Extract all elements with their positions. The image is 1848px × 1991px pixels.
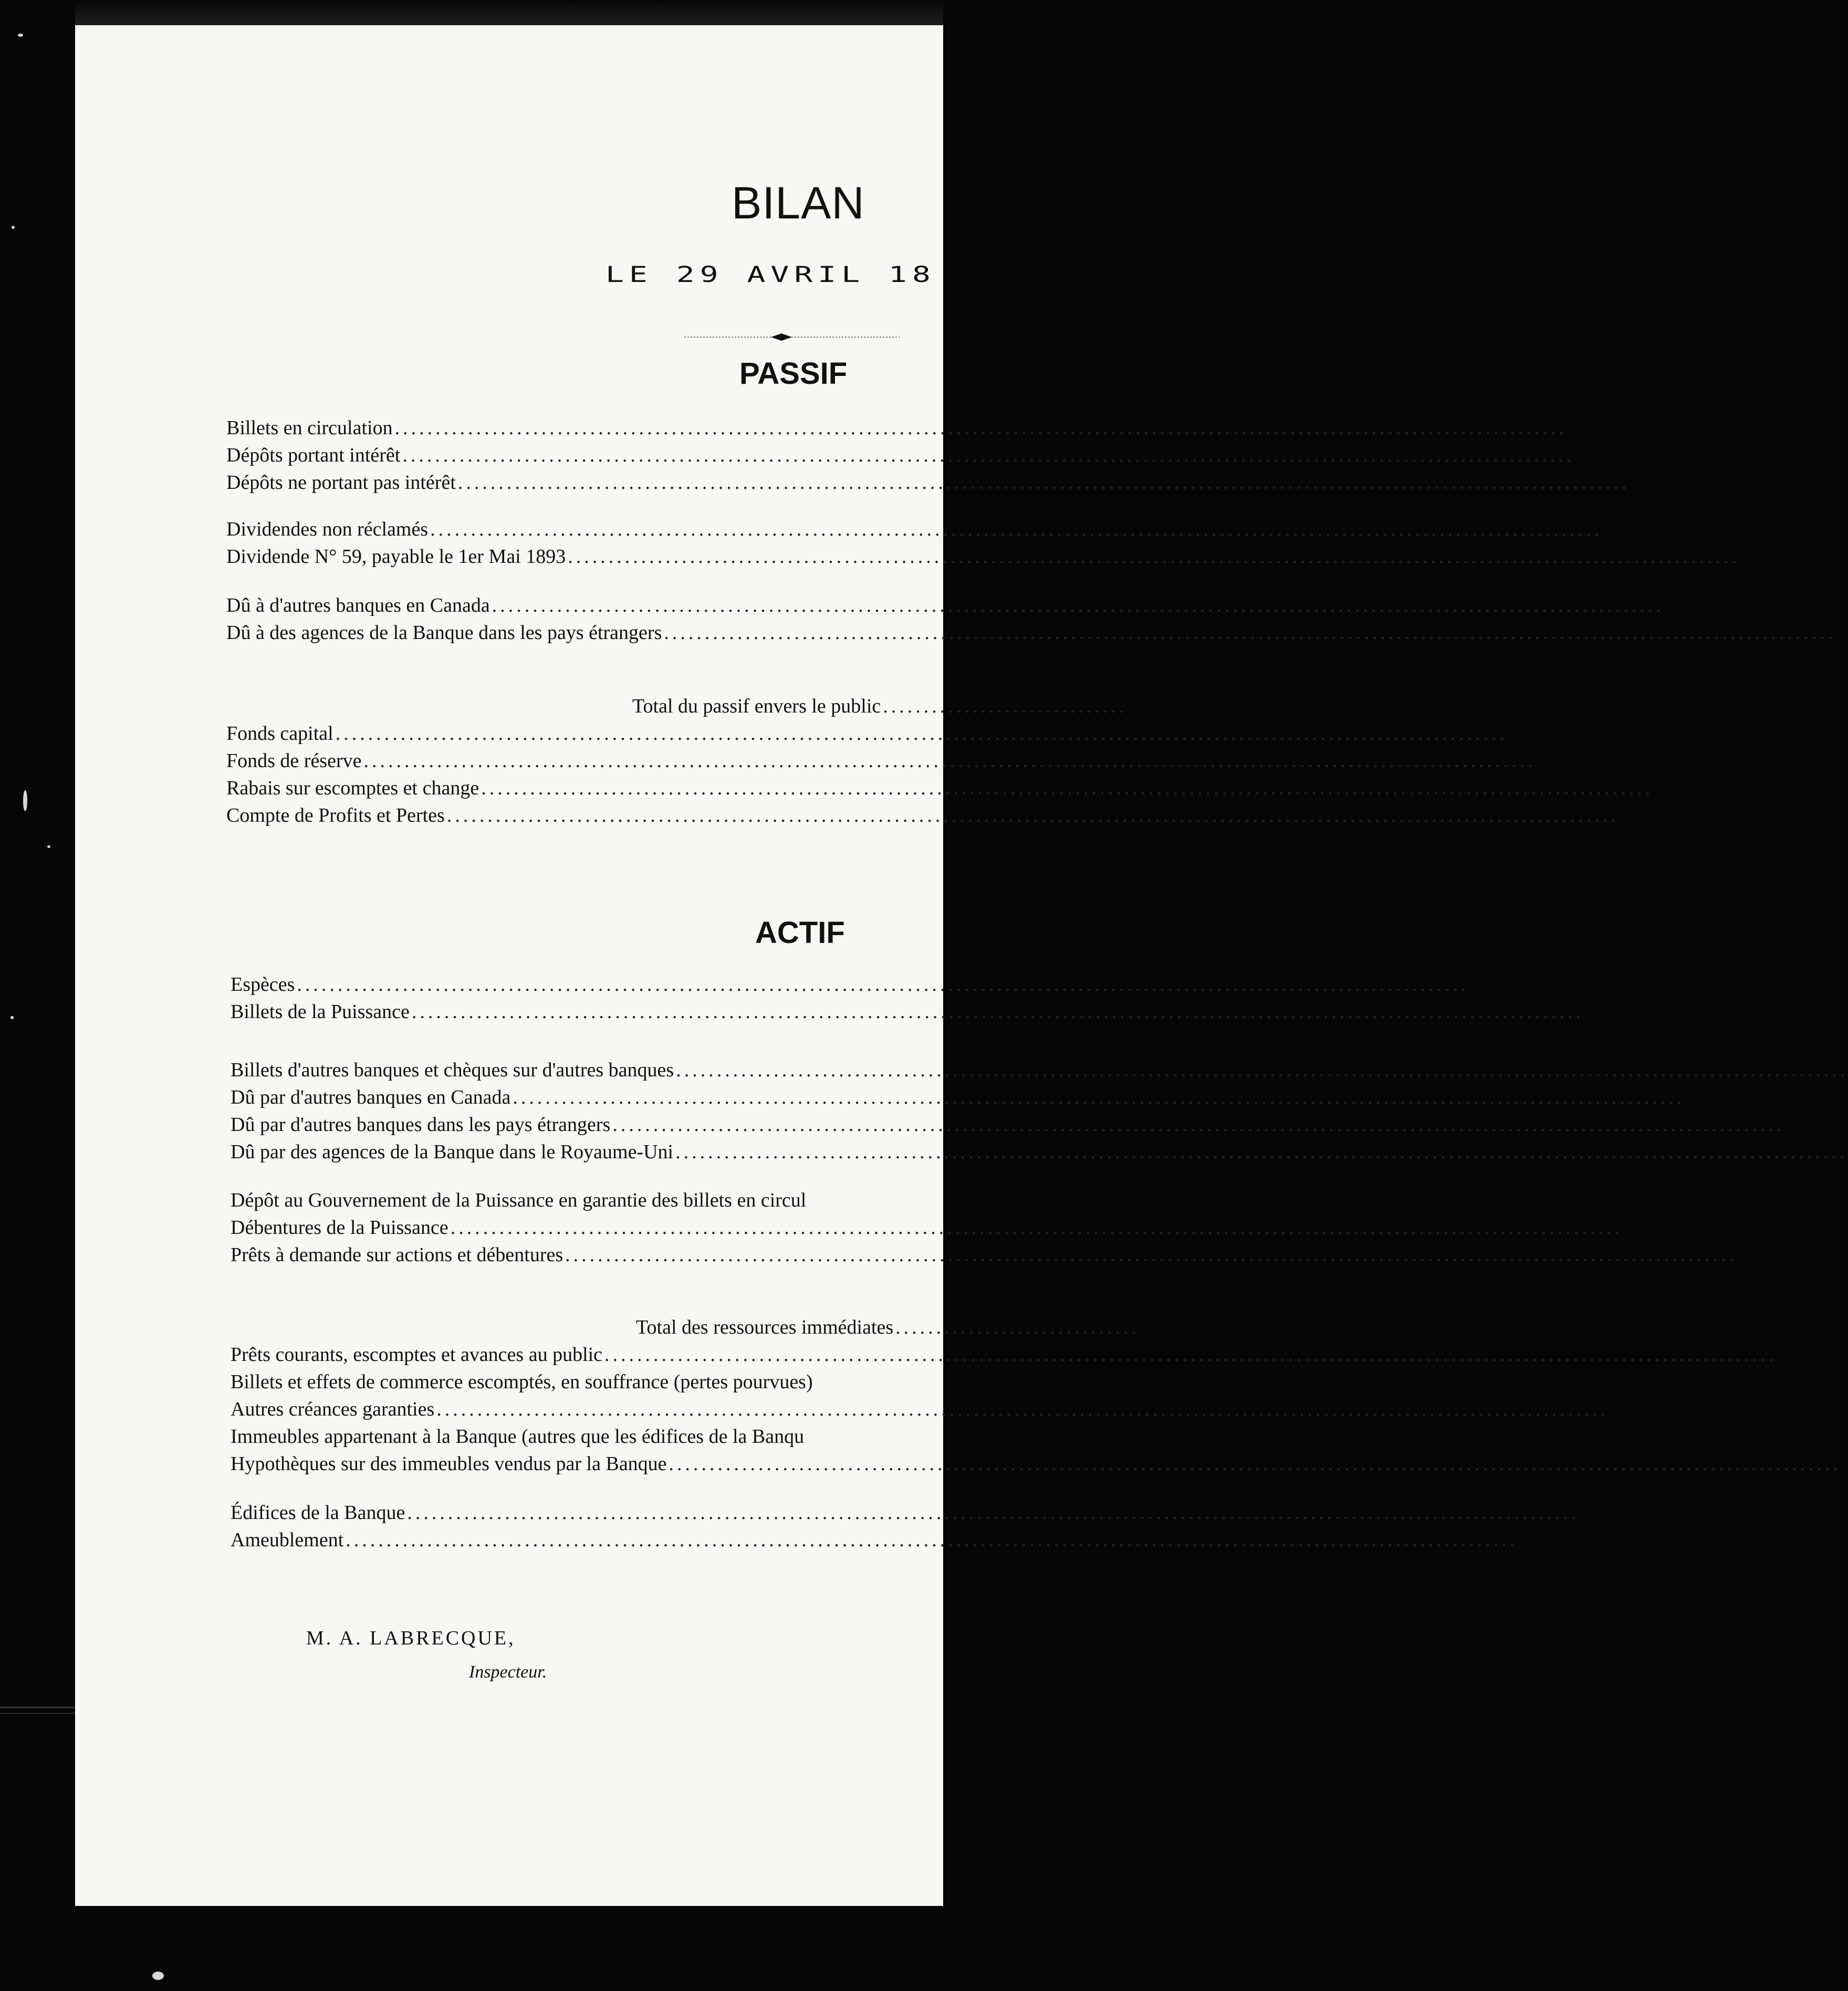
ledger-row xyxy=(231,1057,1848,1083)
ledger-row-label: Dû par des agences de la Banque dans le Royaume-Uni xyxy=(231,1141,674,1163)
ledger-row-label: Ameublement xyxy=(231,1529,344,1551)
ledger-row-label: Billets de la Puissance xyxy=(231,1001,410,1023)
leader-dots: ................................................................................................................................................ xyxy=(450,1217,1623,1239)
ornament-divider xyxy=(684,332,900,342)
ledger-row xyxy=(231,1139,1848,1165)
leader-dots: ................................................................................................................................................ xyxy=(346,1529,1518,1551)
ledger-row xyxy=(231,1084,1685,1110)
ledger-row-label: Débentures de la Puissance xyxy=(231,1217,448,1239)
scan-speck xyxy=(11,1016,14,1019)
ledger-row xyxy=(231,1242,1738,1268)
signatory-role: Inspecteur. xyxy=(469,1662,547,1682)
ledger-row-label: Fonds capital xyxy=(226,722,333,745)
film-frame-line xyxy=(0,1713,75,1714)
leader-dots: ................................................................................................................................................ xyxy=(402,444,1575,466)
ledger-row xyxy=(231,1342,1777,1368)
leader-dots: .............................. xyxy=(895,1316,1140,1338)
ledger-row xyxy=(226,543,1740,570)
leader-dots: ................................................................................................................................................ xyxy=(568,546,1740,568)
document-date: LE 29 AVRIL 18 xyxy=(605,261,936,287)
leader-dots: ................................................................................................................................................ xyxy=(297,973,1469,996)
leader-dots: ................................................................................................................................................ xyxy=(394,417,1567,439)
film-frame-line xyxy=(0,1706,75,1709)
ledger-row xyxy=(231,1527,1518,1553)
ledger-row xyxy=(226,748,1536,774)
ledger-row-label: Dû à d'autres banques en Canada xyxy=(226,594,490,616)
leader-dots: ................................................................................................................................................ xyxy=(335,722,1508,745)
ledger-row xyxy=(226,415,1567,441)
leader-dots: ................................................................................................................................................ xyxy=(664,622,1836,644)
leader-dots: ................................................................................................................................................ xyxy=(676,1059,1848,1081)
ledger-row-label: Dividende N° 59, payable le 1er Mai 1893 xyxy=(226,546,566,568)
leader-dots: ................................................................................................................................................ xyxy=(446,804,1619,826)
ledger-row-label: Rabais sur escomptes et change xyxy=(226,777,479,799)
leader-dots: ................................................................................................................................................ xyxy=(604,1344,1777,1366)
leader-dots: ................................................................................................................................................ xyxy=(492,594,1664,616)
ledger-row-label: Dépôts portant intérêt xyxy=(226,444,401,466)
ledger-row xyxy=(231,1369,943,1395)
leader-dots: ................................................................................................................................................ xyxy=(513,1086,1685,1108)
section-heading-actif: ACTIF xyxy=(755,916,845,950)
ledger-row xyxy=(231,999,1584,1025)
ledger-row xyxy=(226,775,1654,801)
scan-speck xyxy=(23,790,27,811)
ledger-row xyxy=(226,592,1664,619)
ledger-row xyxy=(226,620,1836,646)
ledger-row-label: Espèces xyxy=(231,973,295,996)
leader-dots: ................................................................................................................................................ xyxy=(436,1398,1609,1420)
ledger-row-label: Billets et effets de commerce escomptés, en souffrance (pertes pourvues) xyxy=(231,1371,813,1393)
ledger-row-label: Prêts à demande sur actions et débentures xyxy=(231,1244,563,1266)
ledger-row xyxy=(231,1396,1609,1422)
document-title: BILAN xyxy=(732,178,865,228)
ledger-row-label: Autres créances garanties xyxy=(231,1398,435,1420)
ledger-row xyxy=(231,1451,1841,1477)
signatory-name: M. A. LABRECQUE, xyxy=(306,1627,516,1649)
ledger-row-label: Dépôts ne portant pas intérêt xyxy=(226,471,456,494)
leader-dots: ................................................................................................................................................ xyxy=(411,1001,1584,1023)
section-heading-passif: PASSIF xyxy=(739,357,848,391)
page-top-edge xyxy=(75,0,943,25)
ledger-row xyxy=(226,720,1508,747)
ledger-row-label: Immeubles appartenant à la Banque (autres que les édifices de la Banqu xyxy=(231,1426,805,1448)
leader-dots: ................................................................................................................................................ xyxy=(612,1114,1785,1136)
ledger-row xyxy=(231,971,1469,998)
ledger-row-label: Prêts courants, escomptes et avances au public xyxy=(231,1344,603,1366)
scan-speck xyxy=(18,34,23,37)
scan-speck xyxy=(12,226,15,229)
scan-speck xyxy=(47,845,50,848)
leader-dots: ................................................................................................................................................ xyxy=(430,518,1603,540)
ledger-row-label: Total des ressources immédiates xyxy=(636,1316,894,1338)
leader-dots: ................................................................................................................................................ xyxy=(457,471,1630,494)
ledger-row-label: Dû par d'autres banques dans les pays étrangers xyxy=(231,1114,611,1136)
leader-dots: ................................................................................................................................................ xyxy=(669,1453,1841,1475)
scan-speck xyxy=(152,1972,164,1980)
leader-dots: ................................................................................................................................................ xyxy=(565,1244,1738,1266)
ledger-row-label: Hypothèques sur des immeubles vendus par la Banque xyxy=(231,1453,667,1475)
ledger-row xyxy=(231,1112,1785,1138)
ledger-row-label: Compte de Profits et Pertes xyxy=(226,804,445,826)
ledger-row-label: Dépôt au Gouvernement de la Puissance en garantie des billets en circul xyxy=(231,1189,807,1211)
ledger-row-label: Dû à des agences de la Banque dans les pays étrangers xyxy=(226,622,662,644)
ledger-row-label: Dû par d'autres banques en Canada xyxy=(231,1086,511,1108)
ledger-row-total xyxy=(632,693,1127,719)
document-page xyxy=(75,25,1848,1906)
ledger-row xyxy=(226,516,1603,542)
ledger-row-label: Total du passif envers le public xyxy=(632,695,881,717)
ledger-row-label: Fonds de réserve xyxy=(226,750,362,772)
ledger-row-label: Édifices de la Banque xyxy=(231,1502,405,1524)
ledger-row-label: Billets d'autres banques et chèques sur d'autres banques xyxy=(231,1059,674,1081)
ledger-row xyxy=(226,442,1575,468)
leader-dots: ................................................................................................................................................ xyxy=(363,750,1536,772)
ledger-row xyxy=(231,1423,943,1450)
ledger-row xyxy=(226,802,1619,829)
leader-dots: .............................. xyxy=(883,695,1127,717)
ledger-row xyxy=(231,1187,943,1213)
ledger-row-label: Billets en circulation xyxy=(226,417,393,439)
ledger-row-label: Dividendes non réclamés xyxy=(226,518,429,540)
ledger-row xyxy=(231,1214,1623,1241)
ledger-row xyxy=(231,1500,1580,1526)
ledger-row xyxy=(226,469,1630,496)
ledger-row-total xyxy=(636,1314,1140,1340)
leader-dots: ................................................................................................................................................ xyxy=(481,777,1654,799)
leader-dots: ................................................................................................................................................ xyxy=(407,1502,1580,1524)
leader-dots: ................................................................................................................................................ xyxy=(675,1141,1848,1163)
